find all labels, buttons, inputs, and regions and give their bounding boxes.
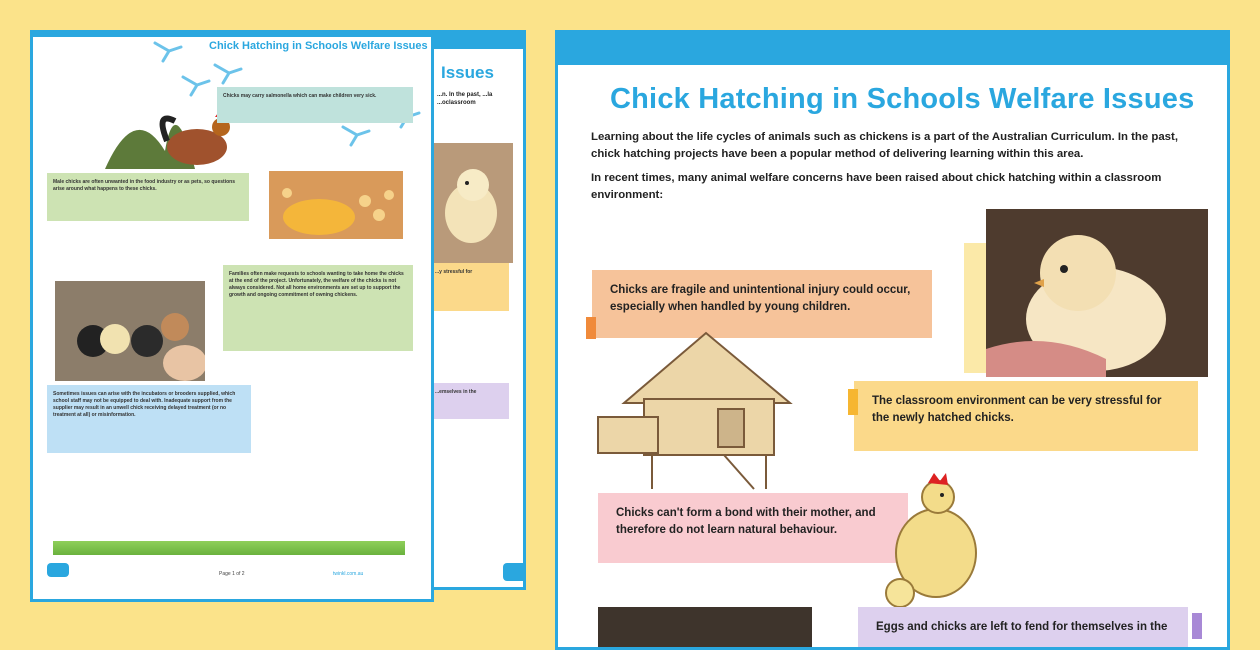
left-note-blue: Sometimes issues can arise with the incubators or brooders supplied, which school staff may not be equipped to deal with. Inadequate support from the supplier may result in an unwell chick receiving delayed treatment (or no treatment at all) or misinformation. bbox=[47, 385, 251, 453]
intro-paragraph: Learning about the life cycles of animals such as chickens is a part of the Australian Curriculum. In the past, chick hatching projects have been a popular method of delivering learning within this area. bbox=[591, 131, 1178, 160]
site-footer: twinkl.com.au bbox=[333, 571, 364, 577]
mid-note-yellow: ...y stressful for bbox=[429, 263, 509, 311]
main-page-sheet bbox=[555, 30, 1230, 650]
hatching-chicks-photo bbox=[55, 281, 205, 381]
note-accent bbox=[1192, 613, 1202, 639]
hen-icon bbox=[880, 461, 980, 611]
logo-icon bbox=[503, 563, 526, 581]
note-accent bbox=[848, 389, 858, 415]
chick-photo bbox=[433, 143, 513, 263]
small-page-sheet bbox=[30, 30, 434, 602]
chick-photo bbox=[986, 209, 1208, 377]
intro-paragraph-2: In recent times, many animal welfare concerns have been raised about chick hatching within a classroom environment: bbox=[591, 172, 1162, 201]
note-yellow: The classroom environment can be very stressful for the newly hatched chicks. bbox=[854, 381, 1198, 451]
note-purple: Eggs and chicks are left to fend for themselves in the bbox=[858, 607, 1188, 647]
chicken-coop-icon bbox=[594, 325, 804, 493]
mid-page-title: Issues bbox=[441, 63, 494, 82]
page-header-bar bbox=[423, 33, 523, 49]
mid-page-text: ...n. In the past, ...la ...oclassroom bbox=[437, 92, 493, 106]
left-note-green-2: Families often make requests to schools wanting to take home the chicks at the end of the project. Unfortunately, the welfare of the chicks is not always considered. Not all home environments are set up to support the growth and ongoing commitment of owning chickens. bbox=[223, 265, 413, 351]
note-pink: Chicks can't form a bond with their mother, and therefore do not learn natural behaviour. bbox=[598, 493, 908, 563]
chicks-photo bbox=[269, 171, 403, 239]
back-page-sheet bbox=[420, 30, 526, 590]
rooster-icon bbox=[105, 91, 235, 171]
logo-icon bbox=[47, 563, 69, 577]
left-page-title: Chick Hatching in Schools Welfare Issues bbox=[209, 40, 428, 52]
left-note-green: Male chicks are often unwanted in the food industry or as pets, so questions arise around what happens to these chicks. bbox=[47, 173, 249, 221]
left-note-teal: Chicks may carry salmonella which can make children very sick. bbox=[217, 87, 413, 123]
grass-strip bbox=[53, 541, 405, 555]
bottom-photo bbox=[598, 607, 812, 647]
mid-note-purple: ...emselves in the bbox=[429, 383, 509, 419]
note-orange: Chicks are fragile and unintentional injury could occur, especially when handled by young children. bbox=[592, 270, 932, 338]
page-number: Page 1 of 2 bbox=[219, 571, 245, 577]
page-header-bar bbox=[558, 33, 1227, 65]
page-title: Chick Hatching in Schools Welfare Issues bbox=[610, 83, 1195, 115]
